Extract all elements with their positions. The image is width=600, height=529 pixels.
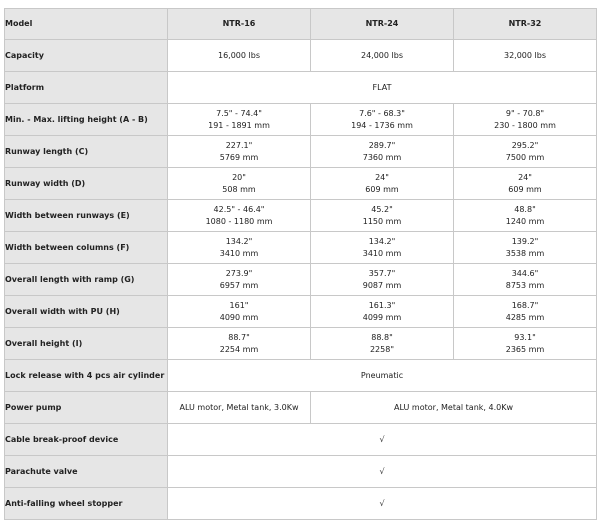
value-inches: 45.2" [371, 204, 393, 214]
row-label-capacity: Capacity [5, 40, 168, 72]
row-label-cable-break-proof: Cable break-proof device [5, 424, 168, 456]
value-mm: 3410 mm [219, 248, 259, 258]
row-label-anti-falling-wheel-stopper: Anti-falling wheel stopper [5, 488, 168, 520]
value-mm: 1150 mm [362, 216, 402, 226]
cell-lifting-height-ntr-16 [168, 104, 311, 136]
cell-overall-height-ntr-32 [454, 328, 597, 360]
value-inches: 161" [229, 300, 249, 310]
row-label-runway-width: Runway width (D) [5, 168, 168, 200]
row-label-width-between-columns: Width between columns (F) [5, 232, 168, 264]
cell-lifting-height-ntr-32 [454, 104, 597, 136]
value-mm: 3538 mm [505, 248, 545, 258]
value-inches: 20" [232, 172, 246, 182]
cell-overall-width-ntr-16 [168, 296, 311, 328]
cell-lock-release-all: Pneumatic [168, 360, 597, 392]
value-inches: 88.8" [371, 332, 393, 342]
cell-cable-break-proof-check: √ [168, 424, 597, 456]
row-label-runway-length: Runway length (C) [5, 136, 168, 168]
value-mm: 1240 mm [505, 216, 545, 226]
cell-runway-width-ntr-24 [311, 168, 454, 200]
cell-power-pump-ntr-24-32: ALU motor, Metal tank, 4.0Kw [311, 392, 597, 424]
table-row [5, 392, 597, 424]
value-mm: 4099 mm [362, 312, 402, 322]
table-row [5, 168, 597, 200]
table-row [5, 296, 597, 328]
cell-capacity-ntr-24: 24,000 lbs [311, 40, 454, 72]
value-mm: 2254 mm [219, 344, 259, 354]
row-label-overall-width: Overall width with PU (H) [5, 296, 168, 328]
cell-width-runways-ntr-16 [168, 200, 311, 232]
table-row [5, 456, 597, 488]
table-row [5, 424, 597, 456]
table-row [5, 104, 597, 136]
cell-lifting-height-ntr-24 [311, 104, 454, 136]
table-row [5, 488, 597, 520]
table-row [5, 232, 597, 264]
cell-width-columns-ntr-24 [311, 232, 454, 264]
spec-table [4, 8, 597, 520]
value-inches: 48.8" [514, 204, 536, 214]
value-inches: 295.2" [511, 140, 539, 150]
value-inches: 273.9" [225, 268, 253, 278]
value-mm: 194 - 1736 mm [351, 120, 413, 130]
cell-runway-length-ntr-24 [311, 136, 454, 168]
value-mm: 3410 mm [362, 248, 402, 258]
value-mm: 1080 - 1180 mm [205, 216, 273, 226]
value-inches: 7.5" - 74.4" [216, 108, 262, 118]
value-inches: 161.3" [368, 300, 396, 310]
row-label-overall-length: Overall length with ramp (G) [5, 264, 168, 296]
cell-width-columns-ntr-32 [454, 232, 597, 264]
cell-parachute-valve-check: √ [168, 456, 597, 488]
cell-overall-height-ntr-24 [311, 328, 454, 360]
cell-overall-length-ntr-32 [454, 264, 597, 296]
table-row [5, 200, 597, 232]
cell-anti-falling-check: √ [168, 488, 597, 520]
header-model-ntr-24: NTR-24 [311, 9, 454, 40]
table-row [5, 264, 597, 296]
header-model-ntr-16: NTR-16 [168, 9, 311, 40]
value-inches: 42.5" - 46.4" [213, 204, 265, 214]
value-mm: 7500 mm [505, 152, 545, 162]
value-mm: 7360 mm [362, 152, 402, 162]
value-inches: 93.1" [514, 332, 536, 342]
value-mm: 609 mm [365, 184, 399, 194]
value-mm: 508 mm [222, 184, 256, 194]
value-inches: 7.6" - 68.3" [359, 108, 405, 118]
cell-overall-length-ntr-16 [168, 264, 311, 296]
row-label-power-pump: Power pump [5, 392, 168, 424]
value-inches: 9" - 70.8" [505, 108, 545, 118]
value-inches: 24" [375, 172, 389, 182]
table-row [5, 360, 597, 392]
value-inches: 134.2" [368, 236, 396, 246]
cell-overall-width-ntr-32 [454, 296, 597, 328]
value-mm: 5769 mm [219, 152, 259, 162]
cell-width-runways-ntr-32 [454, 200, 597, 232]
table-header-row [5, 9, 597, 40]
header-model-label: Model [5, 9, 168, 40]
table-row [5, 328, 597, 360]
table-row [5, 72, 597, 104]
table-row [5, 40, 597, 72]
row-label-parachute-valve: Parachute valve [5, 456, 168, 488]
value-inches: 289.7" [368, 140, 396, 150]
cell-platform-all: FLAT [168, 72, 597, 104]
header-model-ntr-32: NTR-32 [454, 9, 597, 40]
value-mm: 6957 mm [219, 280, 259, 290]
value-mm: 191 - 1891 mm [208, 120, 270, 130]
value-inches: 357.7" [368, 268, 396, 278]
value-inches: 24" [518, 172, 532, 182]
cell-runway-width-ntr-16 [168, 168, 311, 200]
cell-overall-width-ntr-24 [311, 296, 454, 328]
value-inches: 168.7" [511, 300, 539, 310]
table-row [5, 136, 597, 168]
value-inches: 134.2" [225, 236, 253, 246]
value-inches: 344.6" [511, 268, 539, 278]
cell-runway-width-ntr-32 [454, 168, 597, 200]
value-mm: 2258" [369, 344, 395, 354]
cell-power-pump-ntr-16: ALU motor, Metal tank, 3.0Kw [168, 392, 311, 424]
value-inches: 88.7" [228, 332, 250, 342]
value-inches: 227.1" [225, 140, 253, 150]
value-mm: 609 mm [508, 184, 542, 194]
value-mm: 230 - 1800 mm [494, 120, 556, 130]
row-label-platform: Platform [5, 72, 168, 104]
cell-overall-height-ntr-16 [168, 328, 311, 360]
cell-runway-length-ntr-16 [168, 136, 311, 168]
value-mm: 8753 mm [505, 280, 545, 290]
value-mm: 2365 mm [505, 344, 545, 354]
row-label-lock-release: Lock release with 4 pcs air cylinder [5, 360, 168, 392]
cell-width-runways-ntr-24 [311, 200, 454, 232]
cell-width-columns-ntr-16 [168, 232, 311, 264]
row-label-lifting-height: Min. - Max. lifting height (A - B) [5, 104, 168, 136]
cell-capacity-ntr-16: 16,000 lbs [168, 40, 311, 72]
row-label-overall-height: Overall height (I) [5, 328, 168, 360]
cell-overall-length-ntr-24 [311, 264, 454, 296]
row-label-width-between-runways: Width between runways (E) [5, 200, 168, 232]
value-mm: 4285 mm [505, 312, 545, 322]
value-inches: 139.2" [511, 236, 539, 246]
cell-capacity-ntr-32: 32,000 lbs [454, 40, 597, 72]
value-mm: 9087 mm [362, 280, 402, 290]
cell-runway-length-ntr-32 [454, 136, 597, 168]
value-mm: 4090 mm [219, 312, 259, 322]
